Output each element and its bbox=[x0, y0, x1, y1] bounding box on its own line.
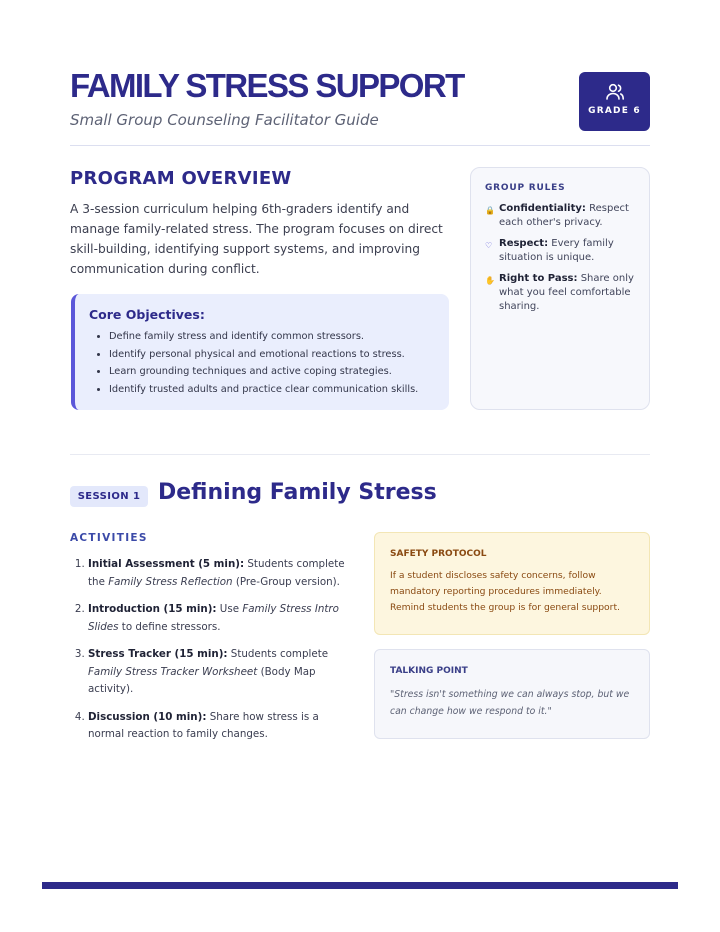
users-icon bbox=[605, 83, 625, 101]
document-title: FAMILY STRESS SUPPORT bbox=[70, 67, 464, 104]
talking-point-card bbox=[374, 649, 650, 739]
rule-confidentiality bbox=[485, 202, 635, 230]
rule-text: Every family situation is unique. bbox=[499, 238, 614, 263]
activity-item bbox=[88, 709, 350, 744]
activities-list bbox=[70, 556, 350, 754]
activity-text: Students complete bbox=[230, 648, 329, 660]
objective-item: • Define family stress and identify common stressors. bbox=[109, 328, 433, 346]
safety-protocol-title: SAFETY PROTOCOL bbox=[390, 549, 487, 559]
activity-text: (Pre-Group version). bbox=[235, 575, 340, 588]
activity-resource: Family Stress Reflection bbox=[108, 575, 233, 588]
rule-text: Respect each other's privacy. bbox=[499, 203, 629, 228]
rule-right-to-pass bbox=[485, 272, 635, 314]
footer-bar bbox=[42, 882, 678, 889]
rule-label: Confidentiality: bbox=[499, 203, 586, 214]
objectives-title: Core Objectives: bbox=[89, 307, 205, 322]
activity-text: (Body Map activity). bbox=[88, 665, 316, 695]
activity-resource: Family Stress Tracker Worksheet bbox=[88, 665, 258, 678]
activity-text: Students complete the bbox=[88, 558, 345, 588]
activity-item bbox=[88, 556, 350, 591]
activity-label: Stress Tracker (15 min): bbox=[88, 648, 228, 660]
rule-label: Right to Pass: bbox=[499, 273, 578, 284]
group-rules-card bbox=[470, 167, 650, 410]
document-subtitle: Small Group Counseling Facilitator Guide bbox=[70, 111, 379, 129]
overview-heading: PROGRAM OVERVIEW bbox=[70, 168, 292, 189]
activity-text: Use bbox=[219, 603, 240, 615]
activity-item bbox=[88, 646, 350, 699]
activity-label: Initial Assessment (5 min): bbox=[88, 558, 245, 570]
hand-icon: ✋ bbox=[485, 276, 495, 285]
activity-label: Introduction (15 min): bbox=[88, 603, 217, 615]
header-divider bbox=[70, 145, 650, 146]
objective-item: • Identify personal physical and emotional reactions to stress. bbox=[109, 346, 433, 364]
rule-text: Share only what you feel comfortable sharing. bbox=[499, 273, 634, 312]
talking-point-quote: "Stress isn't something we can always stop, but we can change how we respond to it." bbox=[390, 689, 630, 717]
activities-heading: ACTIVITIES bbox=[70, 532, 148, 544]
rule-label: Respect: bbox=[499, 238, 549, 249]
objective-item: • Identify trusted adults and practice clear communication skills. bbox=[109, 381, 433, 399]
heart-icon: ♡ bbox=[485, 241, 493, 250]
activity-item bbox=[88, 601, 350, 636]
safety-protocol-card bbox=[374, 532, 650, 635]
objective-item: • Learn grounding techniques and active coping strategies. bbox=[109, 363, 433, 381]
grade-label: GRADE 6 bbox=[588, 106, 641, 116]
activity-resource: Family Stress Intro Slides bbox=[88, 603, 339, 633]
talking-point-title: TALKING POINT bbox=[390, 666, 468, 676]
lock-icon: 🔒 bbox=[485, 206, 495, 215]
grade-badge bbox=[579, 72, 650, 131]
safety-protocol-text: If a student discloses safety concerns, follow mandatory reporting procedures immediately. Remind students the group is for general support. bbox=[390, 570, 620, 613]
document-header bbox=[70, 66, 650, 136]
activity-text: to define stressors. bbox=[121, 620, 221, 633]
core-objectives-box bbox=[71, 294, 449, 410]
activity-text: Share how stress is a normal reaction to family changes. bbox=[88, 710, 319, 740]
session-badge: SESSION 1 bbox=[70, 486, 148, 507]
overview-text: A 3-session curriculum helping 6th-graders identify and manage family-related stress. The program focuses on direct skill-building, identifying support systems, and improving communication during conflict. bbox=[70, 202, 443, 276]
session-title: Defining Family Stress bbox=[158, 480, 437, 505]
rule-respect bbox=[485, 237, 635, 265]
section-divider bbox=[70, 454, 650, 455]
objectives-list bbox=[89, 328, 433, 399]
group-rules-title: GROUP RULES bbox=[485, 183, 566, 193]
activity-label: Discussion (10 min): bbox=[88, 710, 207, 723]
